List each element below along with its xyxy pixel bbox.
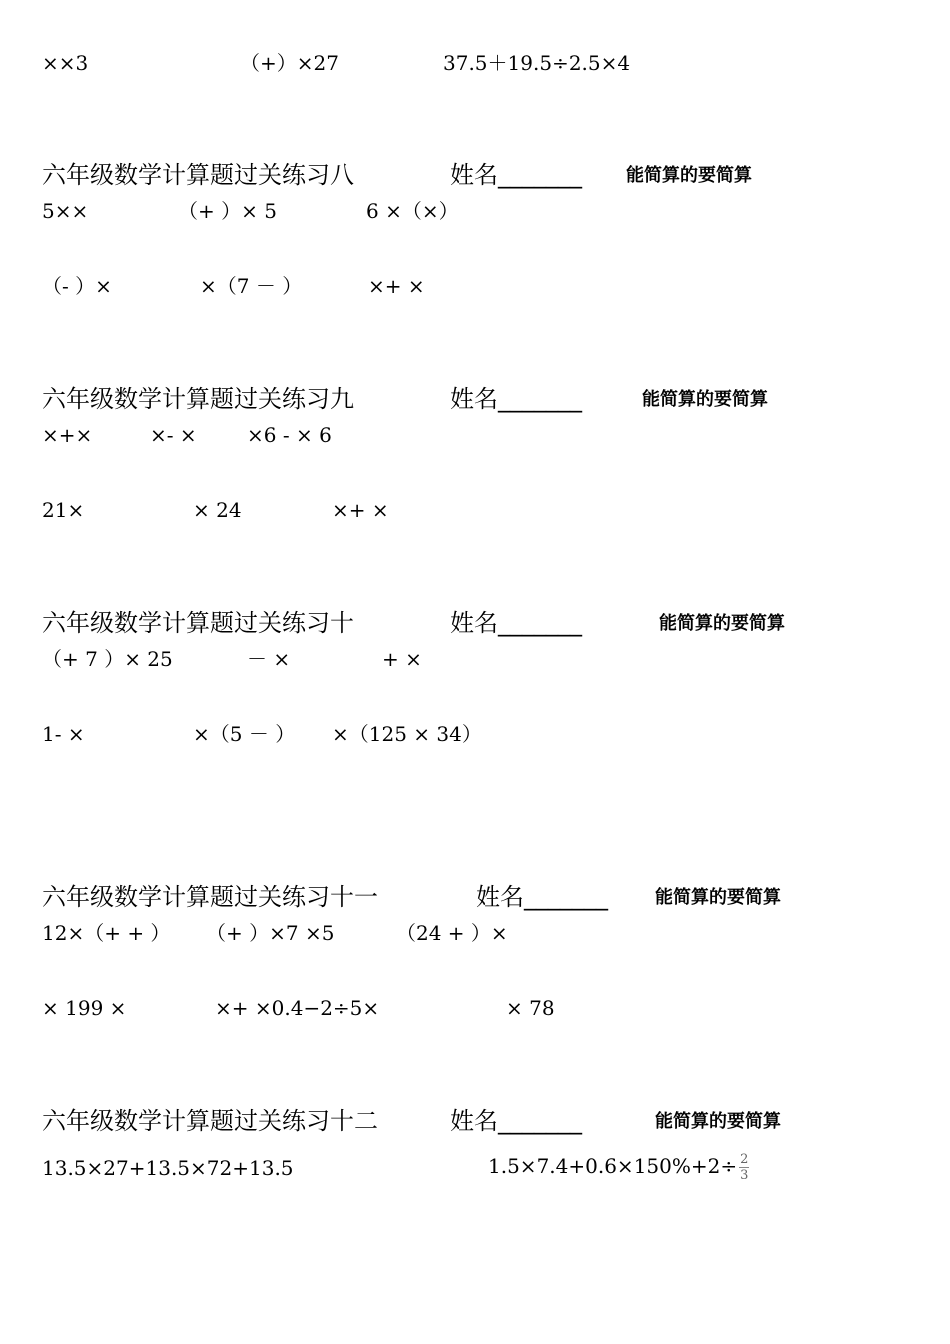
expression: 12×（+ + ） <box>42 921 171 945</box>
expression: （24 + ）× <box>396 921 508 945</box>
expression: ×- × <box>150 423 197 447</box>
expression: ×6 - × 6 <box>247 423 332 447</box>
expression: 1- × <box>42 722 85 746</box>
section-title: 六年级数学计算题过关练习十一 <box>42 883 378 911</box>
section-title: 六年级数学计算题过关练习十 <box>42 609 354 637</box>
expression: ×（5 － ） <box>193 722 296 746</box>
instruction-hint: 能简算的要简算 <box>655 887 781 908</box>
name-field-label: 姓名_______ <box>476 883 608 911</box>
expression-with-fraction <box>488 1152 749 1183</box>
expression: ×+ × <box>332 498 389 522</box>
expression: × 78 <box>506 996 555 1020</box>
name-field-label: 姓名_______ <box>450 609 582 637</box>
top-expression-1: ××3 <box>42 51 89 75</box>
section-title: 六年级数学计算题过关练习九 <box>42 385 354 413</box>
expression: （+ ）× 5 <box>178 199 277 223</box>
expression: 21× <box>42 498 85 522</box>
expression: （+ ）×7 ×5 <box>206 921 335 945</box>
expression: + × <box>382 647 422 671</box>
expression: ×（7 － ） <box>200 274 303 298</box>
instruction-hint: 能简算的要简算 <box>626 165 752 186</box>
expression: 5×× <box>42 199 89 223</box>
expression: （- ）× <box>42 274 112 298</box>
expression: × 24 <box>193 498 242 522</box>
expression: （+ 7 ）× 25 <box>42 647 173 671</box>
section-title: 六年级数学计算题过关练习十二 <box>42 1107 378 1135</box>
expression: 6 ×（×） <box>366 199 459 223</box>
expression: 13.5×27+13.5×72+13.5 <box>42 1156 294 1180</box>
fraction-numerator: 2 <box>740 1152 749 1167</box>
section-title: 六年级数学计算题过关练习八 <box>42 161 354 189</box>
fraction <box>739 1152 749 1183</box>
name-field-label: 姓名_______ <box>450 161 582 189</box>
name-field-label: 姓名_______ <box>450 385 582 413</box>
expression: × 199 × <box>42 996 127 1020</box>
instruction-hint: 能简算的要简算 <box>655 1111 781 1132</box>
fraction-denominator: 3 <box>740 1168 749 1183</box>
instruction-hint: 能简算的要简算 <box>642 389 768 410</box>
expression: ×+ ×0.4−2÷5× <box>215 996 380 1020</box>
expression: ×（125 × 34） <box>332 722 482 746</box>
top-expression-2: （+）×27 <box>240 51 339 75</box>
expression: 1.5×7.4+0.6×150%+2÷ <box>488 1154 738 1178</box>
instruction-hint: 能简算的要简算 <box>659 613 785 634</box>
expression: ×+× <box>42 423 93 447</box>
expression: － × <box>247 647 291 671</box>
top-expression-3: 37.5＋19.5÷2.5×4 <box>443 51 631 75</box>
name-field-label: 姓名_______ <box>450 1107 582 1135</box>
expression: ×+ × <box>368 274 425 298</box>
